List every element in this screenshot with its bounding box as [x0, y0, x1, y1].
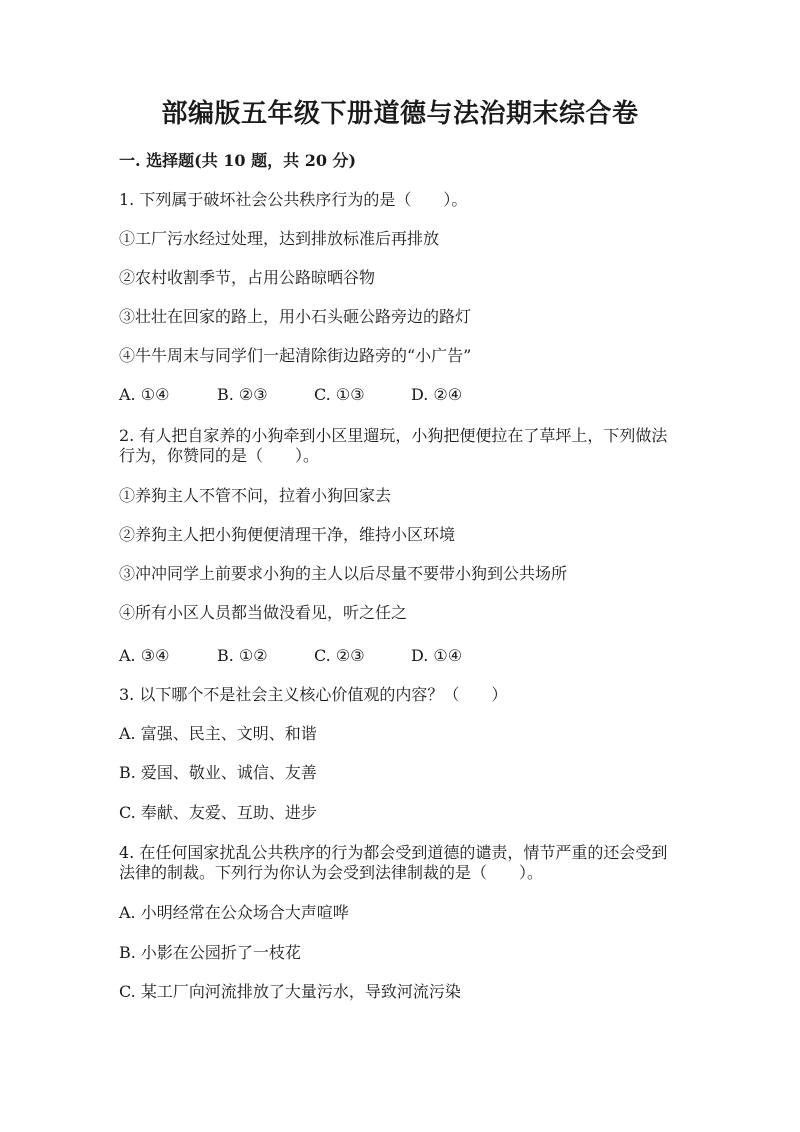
- question-1-statement-1: ①工厂污水经过处理，达到排放标准后再排放: [119, 229, 440, 248]
- question-2-statement-1: ①养狗主人不管不问，拉着小狗回家去: [119, 486, 392, 505]
- question-1-statement-4: ④牛牛周末与同学们一起清除街边路旁的“小广告”: [119, 346, 472, 365]
- question-2-statement-3: ③冲冲同学上前要求小狗的主人以后尽量不要带小狗到公共场所: [119, 564, 568, 583]
- question-2-statement-2: ②养狗主人把小狗便便清理干净，维持小区环境: [119, 525, 456, 544]
- question-2-stem-line-1: 2. 有人把自家养的小狗牵到小区里遛玩，小狗把便便拉在了草坪上，下列做法: [119, 426, 668, 445]
- question-3-stem: 3. 以下哪个不是社会主义核心价值观的内容？（ ）: [119, 685, 508, 704]
- question-1-statement-3: ③壮壮在回家的路上，用小石头砸公路旁边的路灯: [119, 307, 472, 326]
- question-1-stem: 1. 下列属于破坏社会公共秩序行为的是（ ）。: [119, 190, 468, 209]
- question-2-option-c: C. ②③: [314, 646, 365, 665]
- question-2-option-a: A. ③④: [119, 646, 170, 665]
- page-title: 部编版五年级下册道德与法治期末综合卷: [161, 99, 639, 129]
- question-1-option-b: B. ②③: [217, 385, 268, 404]
- question-2-option-b: B. ①②: [217, 646, 268, 665]
- question-4-stem-line-1: 4. 在任何国家扰乱公共秩序的行为都会受到道德的谴责，情节严重的还会受到: [119, 843, 668, 862]
- question-4-choice-c: C. 某工厂向河流排放了大量污水，导致河流污染: [119, 982, 461, 1001]
- question-2-stem-line-2: 行为，你赞同的是（ ）。: [119, 446, 320, 465]
- question-4-stem-line-2: 法律的制裁。下列行为你认为会受到法律制裁的是（ ）。: [119, 863, 544, 882]
- question-1-option-d: D. ②④: [411, 385, 463, 404]
- question-3-choice-b: B. 爱国、敬业、诚信、友善: [119, 763, 317, 782]
- question-3-choice-c: C. 奉献、友爱、互助、进步: [119, 803, 317, 822]
- question-1-option-c: C. ①③: [314, 385, 365, 404]
- question-4-choice-a: A. 小明经常在公众场合大声喧哗: [119, 903, 349, 922]
- question-1-option-a: A. ①④: [119, 385, 170, 404]
- question-4-choice-b: B. 小影在公园折了一枝花: [119, 943, 301, 962]
- section-heading: 一. 选择题(共 10 题，共 20 分): [119, 151, 357, 170]
- question-1-statement-2: ②农村收割季节，占用公路晾晒谷物: [119, 268, 376, 287]
- question-2-option-d: D. ①④: [411, 646, 463, 665]
- question-3-choice-a: A. 富强、民主、文明、和谐: [119, 724, 317, 743]
- question-2-statement-4: ④所有小区人员都当做没看见，听之任之: [119, 603, 408, 622]
